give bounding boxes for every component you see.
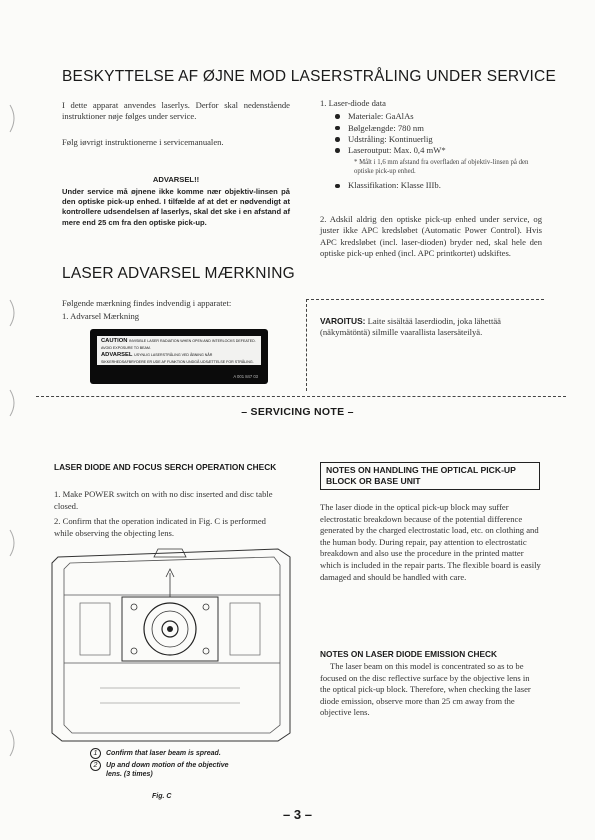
caution-label-panel: [97, 336, 261, 365]
marking-item: 1. Advarsel Mærkning: [62, 311, 140, 321]
fig-c-drawing: [40, 543, 302, 748]
handling-box-title: NOTES ON HANDLING THE OPTICAL PICK-UP BLOCK OR BASE UNIT: [320, 462, 540, 490]
advarsel-word: ADVARSEL: [101, 352, 133, 358]
advarsel-heading: ADVARSEL!!: [152, 175, 200, 184]
list-item: Klassifikation: Klasse IIIb.: [332, 180, 544, 191]
handling-text: The laser diode in the optical pick-up block may suffer electrostatic breakdown because of the potential difference generated by the charged electrostatic load, etc. on clothing and the human body. During repair, pay attention to electrostatic breakdown and also use the procedure in the printed matter which is included in the repair parts. The flexible board is easily damaged and should be handled with care.: [320, 502, 541, 582]
caption-text-2: Up and down motion of the objective lens. (3 times): [106, 762, 229, 778]
list-item: Materiale: GaAlAs: [332, 111, 544, 122]
varoitus-border-left: [306, 299, 307, 391]
caution-text: INVISIBLE LASER RADIATION WHEN OPEN AND INTERLOCKS DEFEATED. AVOID EXPOSURE TO BEAM.: [101, 339, 256, 350]
label-code: A 001 847 03: [233, 374, 258, 379]
list-item: Laseroutput: Max. 0,4 mW*: [332, 145, 544, 156]
laser-list-last: [332, 180, 544, 191]
varoitus-text: Laite sisältää laserdiodin, joka lähettää (näkymätöntä) silmille vaarallista lasersäteilyä.: [320, 316, 501, 338]
laser-list: [332, 111, 544, 156]
laser-check-step-2: 2. Confirm that the operation indicated in Fig. C is performed while observing the objecting lens.: [54, 516, 266, 538]
item-2-text: 2. Adskil aldrig den optiske pick-up enhed under service, og juster ikke APC kredsløbet (Automatic Power Control). Hvis APC kredsløbet (incl. laser-dioden) bryder ned, skal hele den optiske pick-up enhed (incl. APC printkortet) udskiftes.: [320, 214, 542, 258]
caption-number-1: 1: [90, 748, 101, 759]
intro-paragraph-1: I dette apparat anvendes laserlys. Derfor skal nedenstående instruktioner nøje følges under service.: [62, 100, 290, 122]
laser-diode-data: [320, 98, 544, 192]
laser-footnote: * Målt i 1,6 mm afstand fra overfladen af objektiv-linsen på den optiske pick-up enhed.: [354, 159, 529, 176]
list-item: Bølgelængde: 780 nm: [332, 123, 544, 134]
emission-check-text: The laser beam on this model is concentrated so as to be focused on the disc reflective surface by the objective lens in the optical pick-up block. Therefore, when checking the laser diode emission, observe more than 25 cm away from the objective lens.: [320, 661, 531, 718]
advarsel-label-text: USYNLIG LASERSTRÅLING VED ÅBNING NÅR SIKKERHEDSAFBRYDERE ER UDE AF FUNKTION UNDGÅ UDSÆTTELSE FOR STRÅLING.: [101, 353, 254, 364]
binding-marks: [0, 0, 30, 840]
varoitus-border-top: [306, 299, 544, 300]
intro-paragraph-2: Følg iøvrigt instruktionerne i servicemanualen.: [62, 137, 224, 147]
servicing-note-title: – SERVICING NOTE –: [241, 406, 354, 418]
caution-label: [90, 329, 268, 384]
caution-word: CAUTION: [101, 338, 128, 344]
fig-c-label: Fig. C: [152, 793, 172, 800]
marking-paragraph: Følgende mærkning findes indvendig i apparatet:: [62, 298, 232, 308]
caption-text-1: Confirm that laser beam is spread.: [106, 750, 221, 757]
page-number: – 3 –: [283, 807, 312, 822]
section-separator: [36, 396, 566, 397]
list-item: Udstråling: Kontinuerlig: [332, 134, 544, 145]
varoitus-block: [320, 316, 542, 339]
varoitus-label: VAROITUS:: [320, 316, 366, 326]
marking-title: LASER ADVARSEL MÆRKNING: [62, 265, 295, 282]
caption-number-2: 2: [90, 760, 101, 771]
laser-list-heading: 1. Laser-diode data: [320, 98, 386, 108]
laser-check-step-1: 1. Make POWER switch on with no disc inserted and disc table closed.: [54, 489, 273, 511]
emission-check-title: NOTES ON LASER DIODE EMISSION CHECK: [320, 649, 498, 659]
advarsel-text: Under service må øjnene ikke komme nær objektiv-linsen på den optiske pick-up enhed. I tilfælde af at det er nødvendigt at kontrollere udsendelsen af laserlys, skal det ske i en afstand af mere end 25 cm fra den optiske pick-up.: [62, 187, 290, 227]
main-title: BESKYTTELSE AF ØJNE MOD LASERSTRÅLING UNDER SERVICE: [62, 68, 556, 85]
laser-check-title: LASER DIODE AND FOCUS SERCH OPERATION CHECK: [54, 462, 277, 472]
